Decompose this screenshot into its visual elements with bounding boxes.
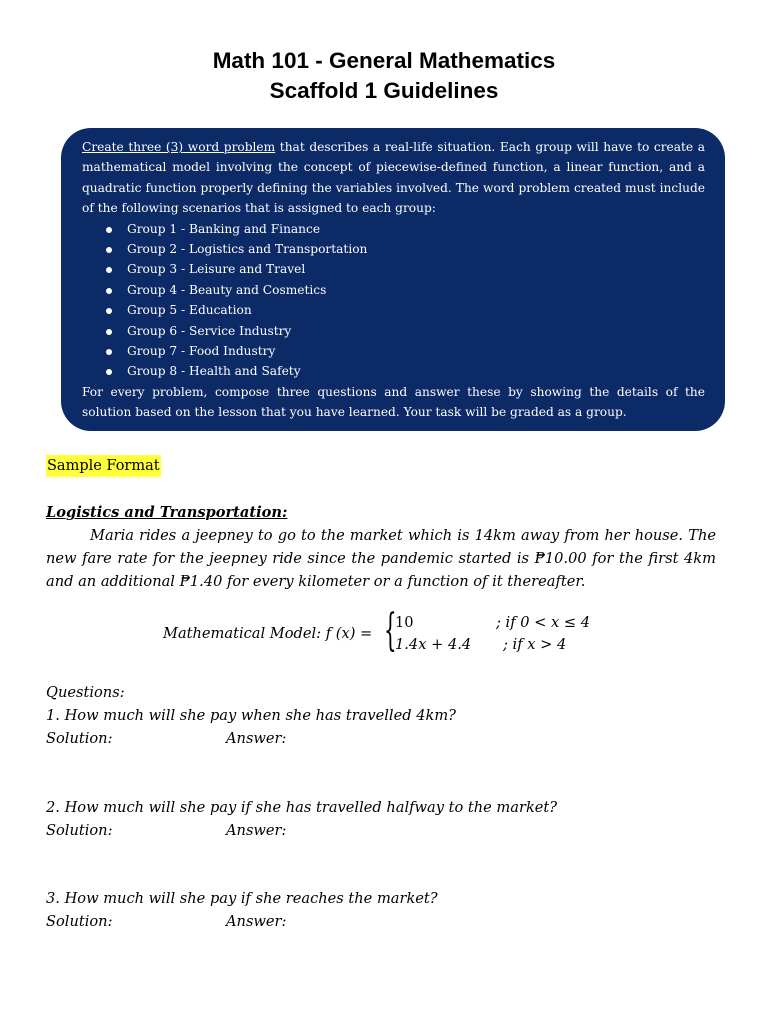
question-2-answer-label: Answer:: [226, 822, 287, 839]
question-1-solution-label: Solution:: [46, 730, 113, 747]
question-2-solution-label: Solution:: [46, 822, 113, 839]
sample-format-label: Sample Format: [46, 455, 161, 477]
group-item: Group 4 - Beauty and Cosmetics: [82, 280, 705, 300]
group-item: Group 1 - Banking and Finance: [82, 219, 705, 239]
group-item: Group 5 - Education: [82, 300, 705, 320]
case-2-condition: ; if x > 4: [503, 636, 567, 653]
group-item: Group 3 - Leisure and Travel: [82, 259, 705, 279]
question-1-answer-label: Answer:: [226, 730, 287, 747]
document-title: [0, 46, 768, 106]
group-item: Group 8 - Health and Safety: [82, 361, 705, 381]
example-paragraph-text: Maria rides a jeepney to go to the market which is 14km away from her house. The new fare rate for the jeepney ride since the pandemic started is ₱10.00 for the first 4km and an additional ₱1.40 for every kilometer or a function of it thereafter.: [46, 527, 716, 590]
instructions-intro-text: that describes a real-life situation. Each group will have to create a mathematical model involving the concept of piecewise-defined function, a linear function, and a quadratic function properly defining the variables involved. The word problem created must include of the following scenarios that is assigned to each group:: [82, 140, 705, 216]
question-3-solution-label: Solution:: [46, 913, 113, 930]
question-3-answer-label: Answer:: [226, 913, 287, 930]
questions-label: Questions:: [46, 684, 125, 701]
group-list: [82, 219, 705, 382]
question-1: 1. How much will she pay when she has travelled 4km?: [46, 707, 457, 724]
instructions-lead: Create three (3) word problem: [82, 140, 276, 154]
case-2-expression: 1.4x + 4.4: [395, 636, 472, 653]
instructions-intro: [82, 137, 705, 219]
example-heading: Logistics and Transportation:: [46, 504, 288, 521]
title-line-1: Math 101 - General Mathematics: [212, 48, 556, 73]
instructions-closing: For every problem, compose three questions and answer these by showing the details of the solution based on the lesson that you have learned. Your task will be graded as a group.: [82, 384, 705, 420]
title-line-2: Scaffold 1 Guidelines: [269, 78, 499, 103]
model-label: Mathematical Model: f (x) =: [163, 625, 373, 642]
example-paragraph: [46, 524, 716, 593]
case-1-condition: ; if 0 < x ≤ 4: [496, 614, 591, 631]
group-item: Group 2 - Logistics and Transportation: [82, 239, 705, 259]
case-1-expression: 10: [395, 614, 414, 631]
question-3: 3. How much will she pay if she reaches the market?: [46, 890, 438, 907]
question-2: 2. How much will she pay if she has travelled halfway to the market?: [46, 799, 558, 816]
group-item: Group 7 - Food Industry: [82, 341, 705, 361]
piecewise-brace: {: [384, 605, 397, 656]
group-item: Group 6 - Service Industry: [82, 321, 705, 341]
instructions-box: [61, 128, 725, 431]
